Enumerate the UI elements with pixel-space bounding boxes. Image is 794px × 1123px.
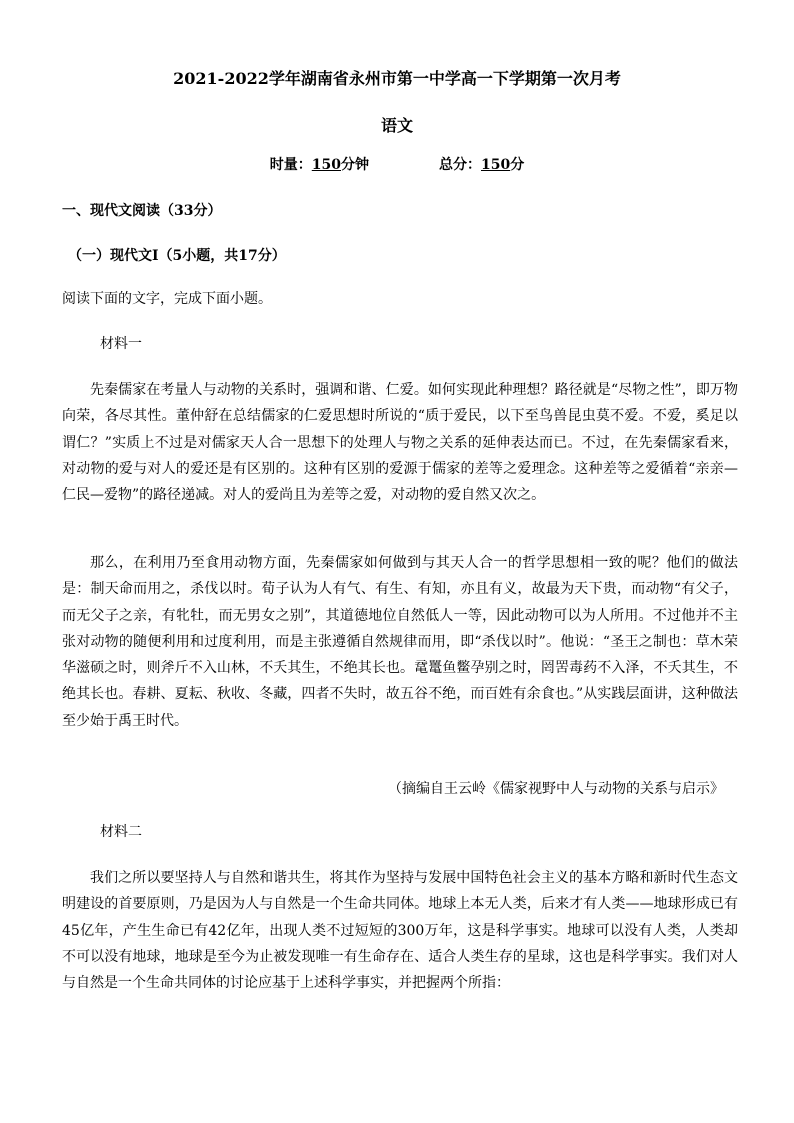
exam-meta [0,155,794,175]
material-one-paragraph-2: 那么，在利用乃至食用动物方面，先秦儒家如何做到与其天人合一的哲学思想相一致的呢？他们的做法是：制天命而用之，杀伐以时。荀子认为人有气、有生、有知，亦且有义，故最为天下贵，而动物“有父子，而无父子之亲，有牝牡，而无男女之别”，其道德地位自然低人一等，因此动物可以为人所用。不过他并不主张对动物的随便利用和过度利用，而是主张遵循自然规律而用，即“杀伐以时”。他说：“圣王之制也：草木荣华滋硕之时，则斧斤不入山林，不夭其生，不绝其长也。鼋鼍鱼鳖孕别之时，罔罟毒药不入泽，不夭其生，不绝其长也。春耕、夏耘、秋收、冬藏，四者不失时，故五谷不绝，而百姓有余食也。”从实践层面讲，这种做法至少始于禹王时代。 [62,555,738,729]
time-label: 时量： [269,157,312,173]
material-two-label: 材料二 [100,824,142,840]
material-one-paragraph-1: 先秦儒家在考量人与动物的关系时，强调和谐、仁爱。如何实现此种理想？路径就是“尽物之性”，即万物向荣，各尽其性。董仲舒在总结儒家的仁爱思想时所说的“质于爱民，以下至鸟兽昆虫莫不爱。不爱，奚足以谓仁？”实质上不过是对儒家天人合一思想下的处理人与物之关系的延伸表达而已。不过，在先秦儒家看来，对动物的爱与对人的爱还是有区别的。这种有区别的爱源于儒家的差等之爱理念。这种差等之爱循着“亲亲—仁民—爱物”的路径递减。对人的爱尚且为差等之爱，对动物的爱自然又次之。 [62,382,738,504]
material-two-paragraph-1: 我们之所以要坚持人与自然和谐共生，将其作为坚持与发展中国特色社会主义的基本方略和新时代生态文明建设的首要原则，乃是因为人与自然是一个生命共同体。地球上本无人类，后来才有人类——地球形成已有45亿年，产生生命已有42亿年，出现人类不过短短的300万年，这是科学事实。地球可以没有人类，人类却不可以没有地球，地球是至今为止被发现唯一有生命存在、适合人类生存的星球，这也是科学事实。我们对人与自然是一个生命共同体的讨论应基于上述科学事实，并把握两个所指： [62,870,738,992]
score-value: 150 [481,157,511,173]
score-unit: 分 [510,157,525,173]
reading-instruction: 阅读下面的文字，完成下面小题。 [62,291,272,307]
exam-title: 2021-2022学年湖南省永州市第一中学高一下学期第一次月考 [173,69,621,88]
subject-title: 语文 [380,116,413,135]
time-unit: 分钟 [341,157,369,173]
material-one-label: 材料一 [100,336,142,352]
material-one-source: （摘编自王云岭《儒家视野中人与动物的关系与启示》 [388,781,724,797]
time-value: 150 [311,157,341,173]
section-subheading: （一）现代文Ⅰ（5小题，共17分） [68,248,286,264]
score-label: 总分： [439,157,481,173]
section-heading: 一、现代文阅读（33分） [62,203,222,219]
